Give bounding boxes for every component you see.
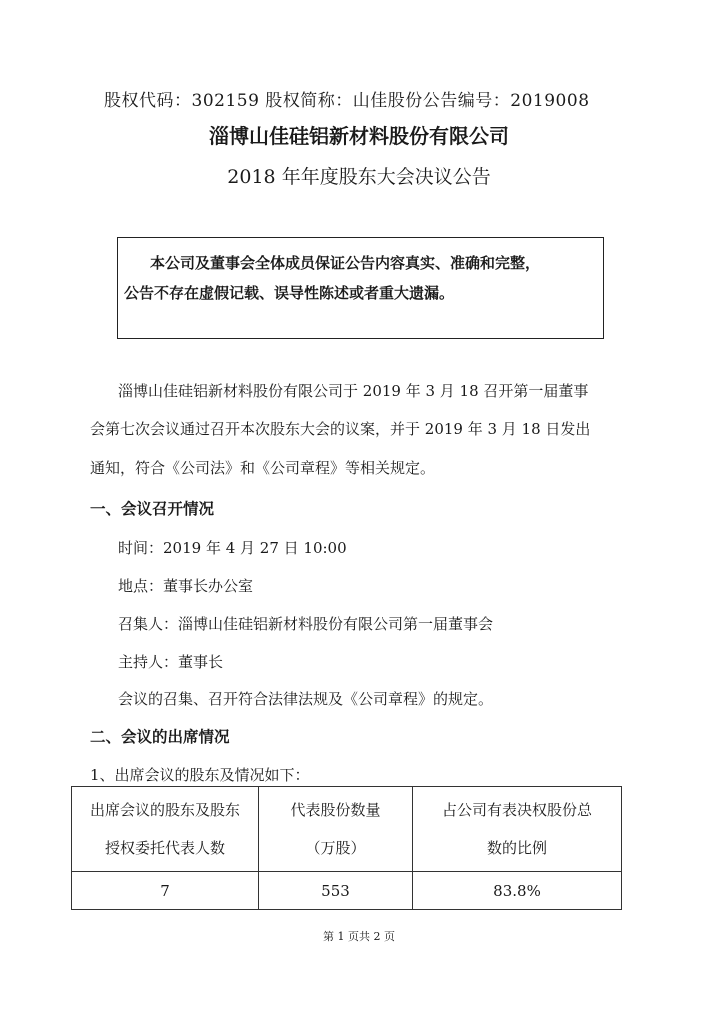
meeting-convener: 召集人：淄博山佳硅铝新材料股份有限公司第一届董事会: [118, 615, 494, 633]
meeting-place: 地点：董事长办公室: [118, 577, 254, 595]
meeting-compliance: 会议的召集、召开符合法律法规及《公司章程》的规定。: [118, 690, 494, 708]
table-header-row: [72, 787, 622, 872]
meeting-host: 主持人：董事长: [118, 653, 224, 671]
attendee-count-cell: 7: [72, 872, 259, 910]
notice-line-2: 公告不存在虚假记载、误导性陈述或者重大遗漏。: [124, 284, 455, 302]
announcement-code-line: 股权代码：302159 股权简称：山佳股份公告编号：2019008: [104, 91, 590, 111]
intro-line-3: 通知，符合《公司法》和《公司章程》等相关规定。: [90, 459, 436, 477]
company-title: 淄博山佳硅铝新材料股份有限公司: [209, 124, 509, 148]
attendance-table: [71, 786, 622, 910]
intro-line-2: 会第七次会议通过召开本次股东大会的议案，并于 2019 年 3 月 18 日发出: [90, 420, 591, 438]
notice-line-1: 本公司及董事会全体成员保证公告内容真实、准确和完整，: [150, 254, 541, 272]
table-header-cell: 出席会议的股东及股东 授权委托代表人数: [72, 787, 259, 872]
attendance-subheading: 1、出席会议的股东及情况如下：: [90, 766, 310, 784]
table-header-cell: 代表股份数量 （万股）: [259, 787, 413, 872]
intro-line-1: 淄博山佳硅铝新材料股份有限公司于 2019 年 3 月 18 召开第一届董事: [118, 382, 589, 400]
table-header-cell: 占公司有表决权股份总 数的比例: [413, 787, 622, 872]
table-row: [72, 872, 622, 910]
section-heading-meeting: 一、会议召开情况: [90, 499, 215, 518]
shares-cell: 553: [259, 872, 413, 910]
section-heading-attendance: 二、会议的出席情况: [90, 727, 230, 746]
ratio-cell: 83.8%: [413, 872, 622, 910]
meeting-time: 时间：2019 年 4 月 27 日 10:00: [118, 539, 347, 557]
announcement-title: 2018 年年度股东大会决议公告: [227, 166, 491, 188]
page-footer: 第 1 页共 2 页: [323, 930, 395, 943]
